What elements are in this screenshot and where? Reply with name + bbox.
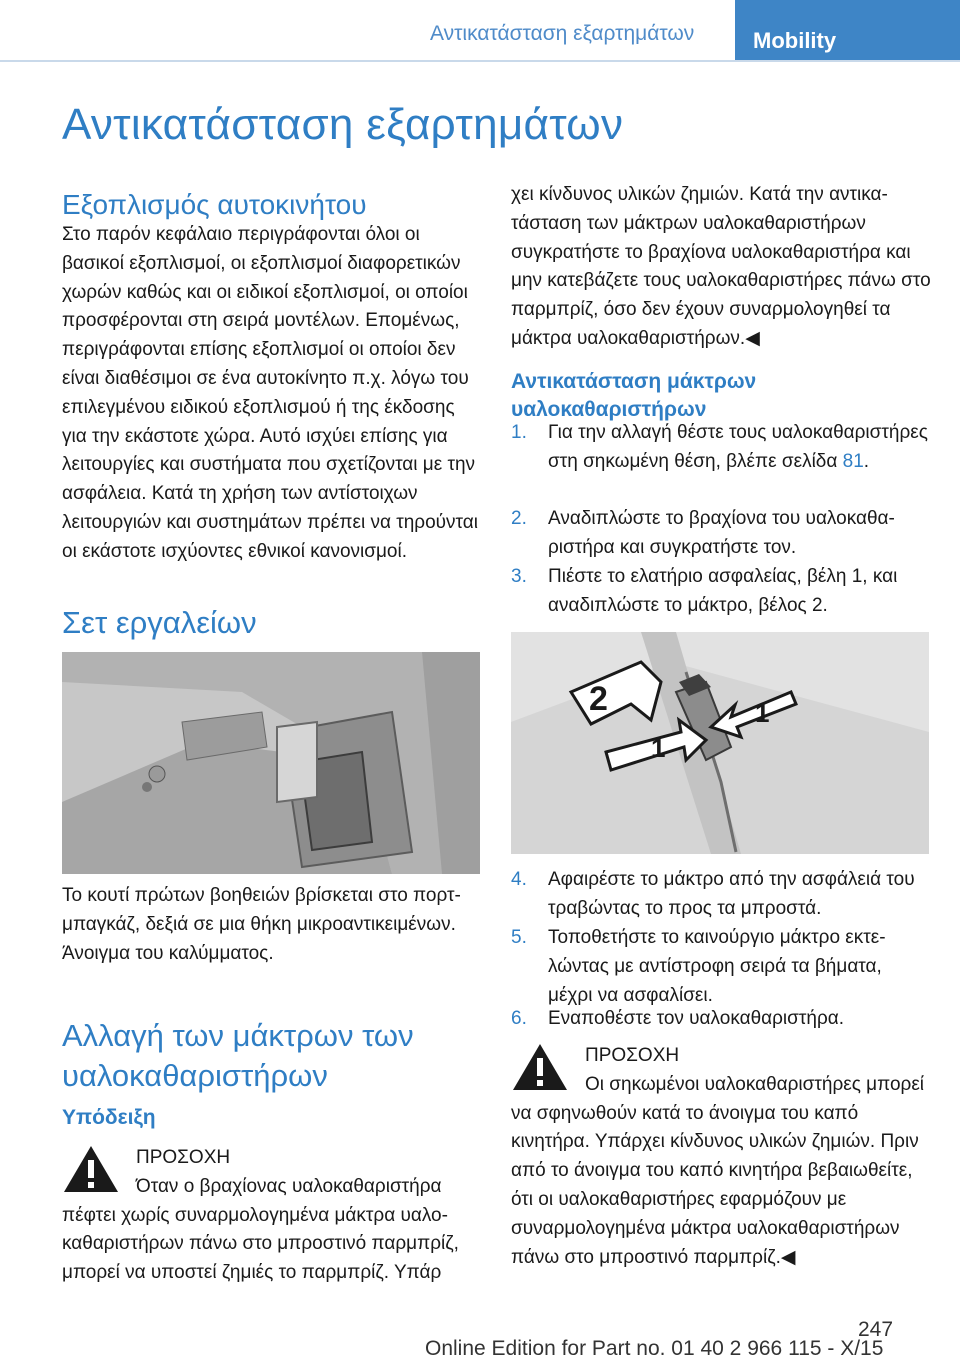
- wiper-illustration: [511, 632, 929, 854]
- step-text: Αφαιρέστε το μάκτρο από την ασφάλειά του τραβώντας το προς τα μπροστά.: [548, 869, 915, 919]
- warning-text: Όταν ο βραχίονας υαλοκαθαριστήρα πέφτει χωρίς συναρμολογημένα μάκτρα υαλοκαθαριστήρων πάνω στο μπροστινό παρμπρίζ, μπορεί να υποστεί ζημιές το παρμπρίζ. Υπάρ: [62, 1175, 459, 1284]
- step-number: 6.: [511, 1008, 527, 1029]
- step-text-main: Αναδιπλώστε το βραχίονα του υαλοκαθαριστήρα και συγκρατήστε τον.: [548, 508, 895, 558]
- page-title: Αντικατάσταση εξαρτημάτων: [62, 100, 624, 149]
- trunk-illustration: [62, 652, 480, 874]
- step-text-main: Πιέστε το ελατήριο ασφαλείας, βέλη 1, και αναδιπλώστε το μάκτρο, βέλος 2.: [548, 566, 898, 616]
- step-text-end: .: [863, 450, 870, 472]
- warning-title: ΠΡΟΣΟΧΗ: [585, 1045, 680, 1066]
- warning-continuation: χει κίνδυνος υλικών ζημιών. Κατά την αντικατάσταση των μάκτρων υαλοκαθαριστήρων συγκρατήστε το βραχίονα υαλοκαθαριστήρα και μην κατεβάζετε τους υαλοκαθαριστήρες πάνω στο παρμπρίζ, όσο δεν έχουν συναρμολογηθεί τα μάκτρα υαλοκαθαριστήρων.◀: [511, 184, 931, 349]
- step-text: [548, 419, 931, 477]
- step-number: 2.: [511, 508, 527, 529]
- wiper-heading: Αλλαγή των μάκτρων των υαλοκαθαριστήρων: [62, 1018, 414, 1093]
- warning-box-left: [62, 1144, 478, 1284]
- page-reference-link[interactable]: 81: [842, 450, 864, 472]
- trunk-compartment-image: [62, 652, 480, 874]
- footer-edition: Online Edition for Part no. 01 40 2 966 115 - X/15: [425, 1337, 884, 1360]
- diagram-label-1b: 1: [755, 698, 770, 728]
- tools-caption: Το κουτί πρώτων βοηθειών βρίσκεται στο πορτ-μπαγκάζ, δεξιά σε μια θήκη μικροαντικειμένων. Άνοιγμα του καλύμματος.: [62, 885, 461, 964]
- note-heading: Υπόδειξη: [62, 1106, 156, 1129]
- step-number: 5.: [511, 927, 527, 948]
- header-chapter-tab: Mobility: [735, 0, 960, 62]
- page-number: 247: [858, 1318, 894, 1341]
- diagram-label-1a: 1: [651, 733, 666, 763]
- step-text: Εναποθέστε τον υαλοκαθαριστήρα.: [548, 1008, 845, 1029]
- step-number: 1.: [511, 422, 527, 443]
- step-number: 4.: [511, 869, 527, 890]
- step-text-main: Για την αλλαγή θέστε τους υαλοκαθαριστήρες στη σηκωμένη θέση, βλέπε σελίδα: [548, 422, 928, 472]
- warning-text: Οι σηκωμένοι υαλοκαθαριστήρες μπορεί να σφηνωθούν κατά το άνοιγμα του καπό κινητήρα. Υπάρχει κίνδυνος υλικών ζημιών. Πριν από το άνοιγμα του καπό κινητήρα βεβαιωθείτε, ότι οι υαλοκαθαριστήρες εφαρμόζουν με συναρμολογημένα μάκτρα υαλοκαθαριστήρων πάνω στο μπροστινό παρμπρίζ.◀: [511, 1073, 925, 1268]
- step-number: 3.: [511, 566, 527, 587]
- header-section-title: Αντικατάσταση εξαρτημάτων: [430, 22, 695, 45]
- equipment-paragraph: Στο παρόν κεφάλαιο περιγράφονται όλοι οι βασικοί εξοπλισμοί, οι εξοπλισμοί διαφορετικών χωρών καθώς και οι ειδικοί εξοπλισμοί, οι οποίοι προσφέρονται στη σειρά μοντέλων. Επομένως, περιγράφονται επίσης εξοπλισμοί οι οποίοι δεν είναι διαθέσιμοι σε ένα αυτοκίνητο π.χ. λόγω του επιλεγμένου ειδικού εξοπλισμού ή της έκδοσης για την εκάστοτε χώρα. Αυτό ισχύει επίσης για λειτουργίες και συστήματα που σχετίζονται με την ασφάλεια. Κατά τη χρήση των αντίστοιχων λειτουργιών και συστημάτων πρέπει να τηρούνται οι εκάστοτε ισχύοντες εθνικοί κανονισμοί.: [62, 224, 478, 562]
- warning-title: ΠΡΟΣΟΧΗ: [136, 1147, 231, 1168]
- diagram-label-2: 2: [589, 680, 608, 718]
- warning-box-right: [511, 1042, 931, 1268]
- wiper-blade-diagram: [511, 632, 929, 854]
- replace-heading: Αντικατάσταση μάκτρων υαλοκαθαριστήρων: [511, 370, 757, 421]
- step-text: [548, 563, 931, 621]
- header-divider: [0, 60, 960, 62]
- page-header: [0, 0, 960, 60]
- tools-heading: Σετ εργαλείων: [62, 605, 257, 640]
- step-text: Τοποθετήστε το καινούργιο μάκτρο εκτελώντας με αντίστροφη σειρά τα βήματα, μέχρι να ασφαλίσει.: [548, 927, 886, 1006]
- step-text: [548, 505, 931, 563]
- equipment-heading: Εξοπλισμός αυτοκινήτου: [62, 189, 367, 220]
